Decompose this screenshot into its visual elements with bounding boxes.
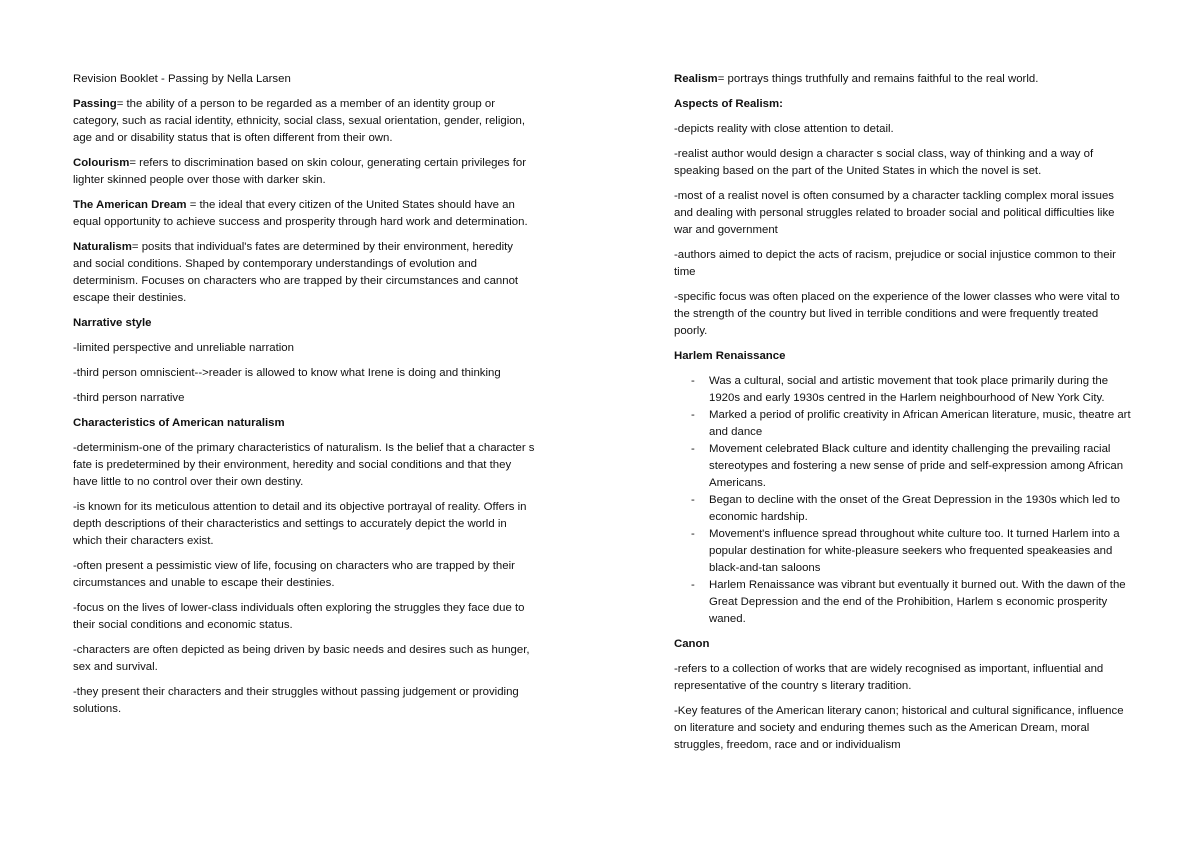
canon-point: -refers to a collection of works that are widely recognised as important, influential and representative of the country s literary tradition. bbox=[674, 663, 1104, 692]
document-title: Revision Booklet - Passing by Nella Larsen bbox=[73, 73, 291, 85]
narrative-point: -third person omniscient-->reader is allowed to know what Irene is doing and thinking bbox=[73, 367, 501, 379]
colourism-text: = refers to discrimination based on skin colour, generating certain privileges for lighter skinned people over those with darker skin. bbox=[73, 157, 526, 186]
canon-point: -Key features of the American literary canon; historical and cultural significance, influence on literature and society and enduring themes such as the American Dream, moral struggles, freedom, race and or individualism bbox=[674, 705, 1124, 751]
realism-term: Realism bbox=[674, 73, 718, 85]
harlem-point: - Movement's influence spread throughout white culture too. It turned Harlem into a popular destination for white-pleasure seekers who frequented speakeasies and black-and-tan saloons bbox=[674, 526, 1134, 577]
characteristics-point: -is known for its meticulous attention to detail and its objective portrayal of reality. Offers in depth descriptions of their characteristics and settings to accurately depict the world in which their characters exist. bbox=[73, 501, 527, 547]
passing-term: Passing bbox=[73, 98, 117, 110]
passing-text: = the ability of a person to be regarded as a member of an identity group or category, such as racial identity, ethnicity, social class, sexual orientation, gender, religion, age and or disability status that is often different from their own. bbox=[73, 98, 526, 144]
characteristics-heading: Characteristics of American naturalism bbox=[73, 417, 285, 429]
left-column bbox=[73, 71, 535, 726]
colourism-term: Colourism bbox=[73, 157, 130, 169]
harlem-point: - Was a cultural, social and artistic movement that took place primarily during the 1920s and early 1930s centred in the Harlem neighbourhood of New York City. bbox=[674, 373, 1134, 407]
characteristics-point: -characters are often depicted as being driven by basic needs and desires such as hunger, sex and survival. bbox=[73, 644, 530, 673]
passing-definition bbox=[73, 96, 535, 147]
realism-text: = portrays things truthfully and remains faithful to the real world. bbox=[717, 73, 1039, 85]
american-dream-definition bbox=[73, 197, 535, 231]
harlem-list bbox=[674, 373, 1134, 628]
american-dream-term: The American Dream bbox=[73, 199, 187, 211]
naturalism-definition bbox=[73, 239, 535, 307]
right-column bbox=[674, 71, 1134, 762]
harlem-heading: Harlem Renaissance bbox=[674, 350, 786, 362]
aspects-heading: Aspects of Realism: bbox=[674, 98, 783, 110]
naturalism-term: Naturalism bbox=[73, 241, 132, 253]
american-dream-text: = the ideal that every citizen of the United States should have an equal opportunity to achieve success and prosperity through hard work and determination. bbox=[73, 199, 528, 228]
narrative-style-heading: Narrative style bbox=[73, 317, 152, 329]
harlem-point: - Marked a period of prolific creativity in African American literature, music, theatre art and dance bbox=[674, 407, 1134, 441]
aspects-point: -specific focus was often placed on the experience of the lower classes who were vital to the strength of the country but lived in terrible conditions and were frequently treated poorly. bbox=[674, 291, 1120, 337]
narrative-point: -limited perspective and unreliable narration bbox=[73, 342, 294, 354]
naturalism-text: = posits that individual's fates are determined by their environment, heredity and social conditions. Shaped by contemporary understandings of evolution and determinism. Focuses on characters who are trapped by their circumstances and cannot escape their destinies. bbox=[73, 241, 519, 304]
harlem-point: - Movement celebrated Black culture and identity challenging the prevailing racial stereotypes and fostering a new sense of pride and self-expression among African Americans. bbox=[674, 441, 1134, 492]
realism-definition bbox=[674, 71, 1134, 88]
narrative-point: -third person narrative bbox=[73, 392, 185, 404]
canon-heading: Canon bbox=[674, 638, 710, 650]
characteristics-point: -they present their characters and their struggles without passing judgement or providing solutions. bbox=[73, 686, 519, 715]
characteristics-point: -determinism-one of the primary characteristics of naturalism. Is the belief that a character s fate is predetermined by their environment, heredity and social conditions and that they have little to no control over their own destiny. bbox=[73, 442, 535, 488]
aspects-point: -most of a realist novel is often consumed by a character tackling complex moral issues and dealing with personal struggles related to broader social and political difficulties like war and government bbox=[674, 190, 1115, 236]
harlem-point: - Began to decline with the onset of the Great Depression in the 1930s which led to economic hardship. bbox=[674, 492, 1134, 526]
characteristics-point: -often present a pessimistic view of life, focusing on characters who are trapped by their circumstances and unable to escape their destinies. bbox=[73, 560, 515, 589]
harlem-point: - Harlem Renaissance was vibrant but eventually it burned out. With the dawn of the Great Depression and the end of the Prohibition, Harlem s economic prosperity waned. bbox=[674, 577, 1134, 628]
characteristics-point: -focus on the lives of lower-class individuals often exploring the struggles they face due to their social conditions and economic status. bbox=[73, 602, 525, 631]
aspects-point: -realist author would design a character s social class, way of thinking and a way of speaking based on the part of the United States in which the novel is set. bbox=[674, 148, 1094, 177]
aspects-point: -authors aimed to depict the acts of racism, prejudice or social injustice common to their time bbox=[674, 249, 1116, 278]
aspects-point: -depicts reality with close attention to detail. bbox=[674, 123, 894, 135]
colourism-definition bbox=[73, 155, 535, 189]
